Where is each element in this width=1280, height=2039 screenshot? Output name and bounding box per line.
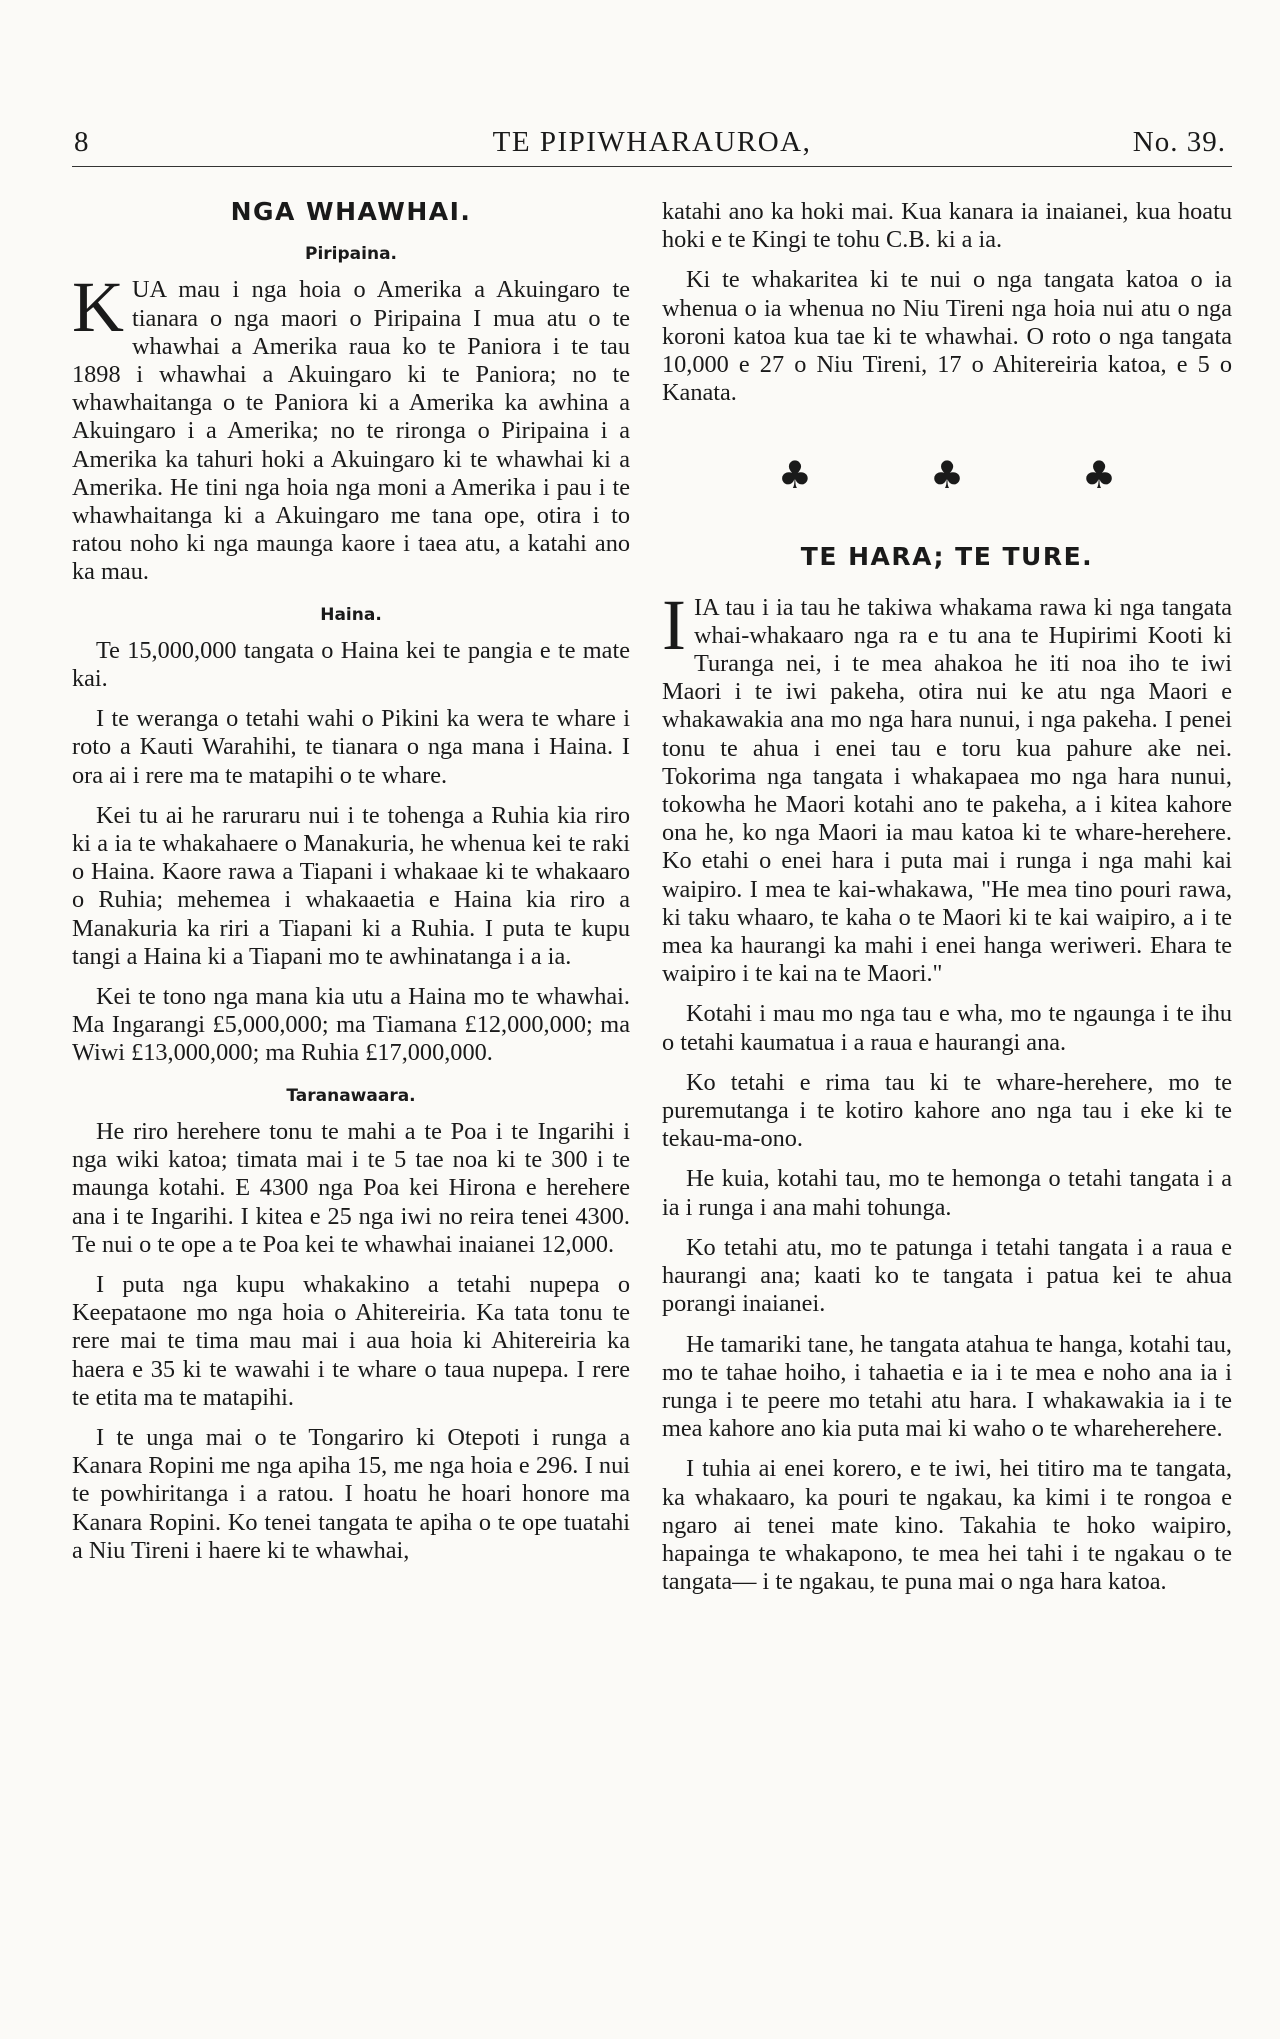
paragraph-taranawaara-3: I te unga mai o te Tongariro ki Otepoti i runga a Kanara Ropini me nga apiha 15, me nga hoia e 296. I nui te powhiritanga i a ratou. I hoatu he hoari honore ma Kanara Ropini. Ko tenei tangata te apiha o te ope tuatahi a Niu Tireni i haere ki te whawhai, xyxy=(72,1423,630,1564)
drop-cap: K xyxy=(72,267,124,348)
paragraph-hara-7: I tuhia ai enei korero, e te iwi, hei titiro ma te tangata, ka whakaaro, ka pouri te ngakau, ka kimi i te rongoa e ngaro ai tenei mate kino. Takahia te hoko waipiro, hapainga te whakapono, te mea hei tahi i te ngakau o te tangata— i te ngakau, te puna mai o nga hara katoa. xyxy=(662,1455,1232,1596)
paragraph-taranawaara-2: I puta nga kupu whakakino a tetahi nupepa o Keepataone mo nga hoia o Ahitereiria. Ka tata tonu te rere mai te tima mau mai i aua hoia ki Ahitereiria ka haera e 35 ki te wawahi i te whare o taua nupepa. I rere te etita ma te matapihi. xyxy=(72,1270,630,1411)
clover-icon: ♣ xyxy=(777,453,812,498)
paragraph-hara-1 xyxy=(662,584,1232,989)
paragraph-hara-2: Kotahi i mau mo nga tau e wha, mo te ngaunga i te ihu o tetahi kaumatua i a raua e haurangi ana. xyxy=(662,1000,1232,1056)
paragraph-hara-5: Ko tetahi atu, mo te patunga i tetahi tangata i a raua e haurangi ana; kaati ko te tangata i patua kei te ahua porangi inaianei. xyxy=(662,1233,1232,1318)
paragraph-hara-6: He tamariki tane, he tangata atahua te hanga, kotahi tau, mo te tahae hoiho, i tahaetia e ia i te mea e noho ana ia i runga i te peere mo tetahi atu hara. I whakawakia ia i te mea kahore ano kia puta mai ki waho o te whareherehere. xyxy=(662,1330,1232,1443)
paragraph-continued-2: Ki te whakaritea ki te nui o nga tangata katoa o ia whenua o ia whenua no Niu Tireni nga hoia nui atu o nga koroni katoa kua tae ki te whawhai. O roto o nga tangata 10,000 e 27 o Niu Tireni, 17 o Ahitereiria katoa, e 5 o Kanata. xyxy=(662,266,1232,407)
ornament-divider xyxy=(662,453,1232,498)
paragraph-haina-4: Kei te tono nga mana kia utu a Haina mo te whawhai. Ma Ingarangi £5,000,000; ma Tiamana £12,000,000; ma Wiwi £13,000,000; ma Ruhia £17,000,000. xyxy=(72,983,630,1067)
paragraph-hara-3: Ko tetahi e rima tau ki te whare-herehere, mo te puremutanga i te kotiro kahore ano nga tau i eke ki te tekau-ma-ono. xyxy=(662,1068,1232,1153)
section-title-te-hara: TE HARA; TE TURE. xyxy=(800,542,1094,572)
paragraph-text: UA mau i nga hoia o Amerika a Akuingaro te tianara o nga maori o Piripaina I mua atu o te whawhai a Amerika raua ko te Paniora i te tau 1898 i whawhai a Akuingaro ki te Paniora; no te whawhaitanga o te Paniora ki a Amerika ka awhina a Akuingaro i a Amerika; no te rironga o Piripaina i a Amerika ka tahuri hoki a Akuingaro ki te whawhai ki a Amerika. He tini nga hoia nga moni a Amerika i pau i te whawhaitanga ki a Akuingaro me tana ope, otira i to ratou noho ki nga maunga kaore i taea atu, a katahi ano ka mau. xyxy=(72,276,630,586)
section-title-nga-whawhai: NGA WHAWHAI. xyxy=(230,197,472,226)
drop-cap: I xyxy=(662,584,686,665)
clover-icon: ♣ xyxy=(929,453,965,498)
paragraph-taranawaara-1: He riro herehere tonu te mahi a te Poa i te Ingarihi i nga wiki katoa; timata mai i te 5 tae noa ki te 300 i te maunga kotahi. E 4300 nga Poa kei Hirona e herehere ana i te Ingarihi. I kitea e 25 nga iwi no reira tenei 4300. Te nui o te ope a te Poa kei te whawhai inaianei 12,000. xyxy=(72,1117,630,1258)
issue-number: No. 39. xyxy=(1132,126,1226,158)
left-column xyxy=(72,198,630,1577)
paragraph-haina-1: Te 15,000,000 tangata o Haina kei te pangia e te mate kai. xyxy=(72,636,630,693)
publication-title: TE PIPIWHARAUROA, xyxy=(492,126,812,158)
right-column xyxy=(662,198,1232,1608)
subheading-taranawaara: Taranawaara. xyxy=(286,1085,416,1106)
paragraph-piripaina xyxy=(72,267,630,586)
paragraph-haina-2: I te weranga o tetahi wahi o Pikini ka wera te whare i roto a Kauti Warahihi, te tianara o nga mana i Haina. I ora ai i rere ma te matapihi o te whare. xyxy=(72,705,630,789)
paragraph-continued-1: katahi ano ka hoki mai. Kua kanara ia inaianei, kua hoatu hoki e te Kingi te tohu C.B. ki a ia. xyxy=(662,198,1232,254)
paragraph-haina-3: Kei tu ai he raruraru nui i te tohenga a Ruhia kia riro ki a ia te whakahaere o Manakuria, he whenua kei te raki o Haina. Kaore rawa a Tiapani i whakaae ki te whakaaro o Ruhia; mehemea i whakaaetia e Haina kia riro a Manakuria ka riri a Tiapani ki a Ruhia. I puta te kupu tangi a Haina ki a Tiapani mo te awhinatanga i a ia. xyxy=(72,801,630,970)
paragraph-hara-4: He kuia, kotahi tau, mo te hemonga o tetahi tangata i a ia i runga i ana mahi tohunga. xyxy=(662,1165,1232,1221)
subheading-haina: Haina. xyxy=(320,604,382,625)
clover-icon: ♣ xyxy=(1082,453,1117,498)
page-number: 8 xyxy=(74,126,90,158)
page-header xyxy=(72,126,1232,167)
subheading-piripaina: Piripaina. xyxy=(305,244,397,265)
paragraph-text: IA tau i ia tau he takiwa whakama rawa ki nga tangata whai-whakaaro nga ra e tu ana te Hupirimi Kooti ki Turanga nei, i te mea ahakoa he iti noa iho te iwi Maori i te iwi pakeha, otira nui ke atu nga Maori e whakawakia ana mo nga hara nunui, i nga pakeha. I penei tonu te ahua i enei tau e toru kua pahure ake nei. Tokorima nga tangata i whakapaea mo nga hara nunui, tokowha he Maori kotahi ano te pakeha, a i kitea kahore ona he, ko nga Maori ia mau katoa ki te whare-herehere. Ko etahi o enei hara i puta mai i runga i nga mahi kai waipiro. I mea te kai-whakawa, "He mea tino pouri rawa, ki taku whaaro, te kaha o te Maori ki te kai waipiro, a i te mea ka haurangi ka mahi i enei hanga weriweri. Ehara te waipiro i te kai na te Maori." xyxy=(662,593,1232,988)
